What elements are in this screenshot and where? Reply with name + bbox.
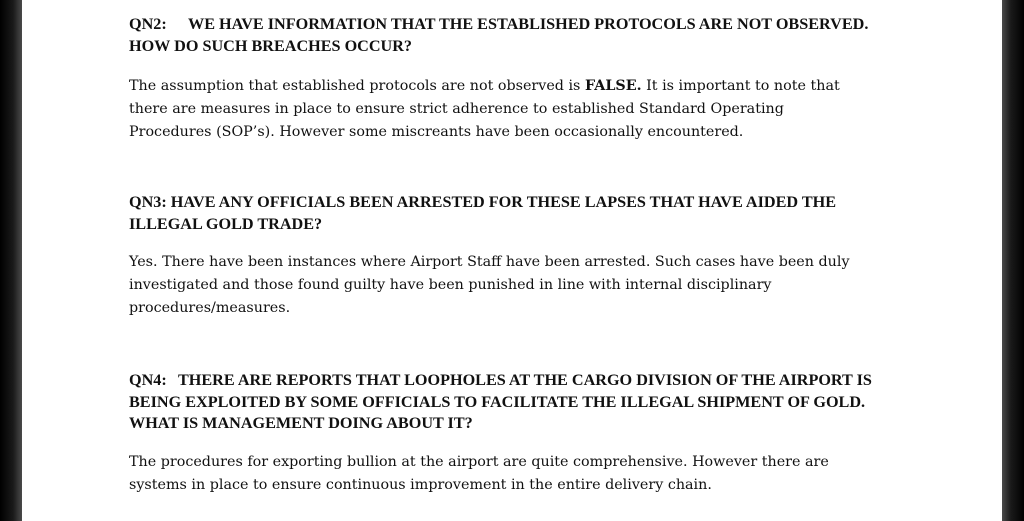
- photo-border-right: [1002, 0, 1024, 521]
- document-page: [22, 0, 1002, 521]
- answer-qn3: [129, 251, 850, 320]
- question-qn2-text-1: WE HAVE INFORMATION THAT THE ESTABLISHED PROTOCOLS ARE NOT OBSERVED.: [188, 15, 869, 33]
- answer-qn2: [129, 75, 840, 144]
- answer-qn3-line-1: Yes. There have been instances where Airport Staff have been arrested. Such cases have been duly: [129, 254, 850, 270]
- answer-qn4: [129, 451, 829, 497]
- question-qn2-number: QN2:: [129, 15, 167, 33]
- question-qn4-line-2: BEING EXPLOITED BY SOME OFFICIALS TO FACILITATE THE ILLEGAL SHIPMENT OF GOLD.: [129, 392, 866, 411]
- question-qn2: [129, 14, 868, 57]
- question-qn4-text-1: THERE ARE REPORTS THAT LOOPHOLES AT THE CARGO DIVISION OF THE AIRPORT IS: [178, 371, 872, 389]
- answer-qn4-line-2: systems in place to ensure continuous improvement in the entire delivery chain.: [129, 477, 712, 493]
- answer-qn2-line-2: there are measures in place to ensure strict adherence to established Standard Operating: [129, 101, 784, 117]
- question-qn4-line-3: WHAT IS MANAGEMENT DOING ABOUT IT?: [129, 414, 473, 432]
- answer-qn2-line-1: [129, 75, 840, 98]
- photo-border-left: [0, 0, 22, 521]
- answer-qn2-text-pre: The assumption that established protocols are not observed is: [129, 78, 585, 94]
- answer-qn2-text-post: It is important to note that: [641, 78, 840, 94]
- question-qn3-line-1: QN3: HAVE ANY OFFICIALS BEEN ARRESTED FOR THESE LAPSES THAT HAVE AIDED THE: [129, 193, 837, 211]
- question-qn2-line-2: HOW DO SUCH BREACHES OCCUR?: [129, 36, 413, 55]
- question-qn2-line-1: [129, 14, 868, 36]
- answer-qn3-line-2: investigated and those found guilty have been punished in line with internal disciplinary: [129, 277, 772, 293]
- answer-qn2-line-3: Procedures (SOP’s). However some miscreants have been occasionally encountered.: [129, 124, 744, 140]
- question-qn4: [129, 370, 872, 435]
- answer-qn4-line-1: The procedures for exporting bullion at the airport are quite comprehensive. However there are: [129, 454, 829, 470]
- question-qn4-line-1: [129, 370, 872, 392]
- answer-qn3-line-3: procedures/measures.: [129, 300, 291, 316]
- question-qn3: [129, 192, 836, 235]
- question-qn4-number: QN4:: [129, 371, 167, 389]
- question-qn3-line-2: ILLEGAL GOLD TRADE?: [129, 214, 323, 233]
- answer-qn2-false-emphasis: FALSE.: [584, 78, 642, 94]
